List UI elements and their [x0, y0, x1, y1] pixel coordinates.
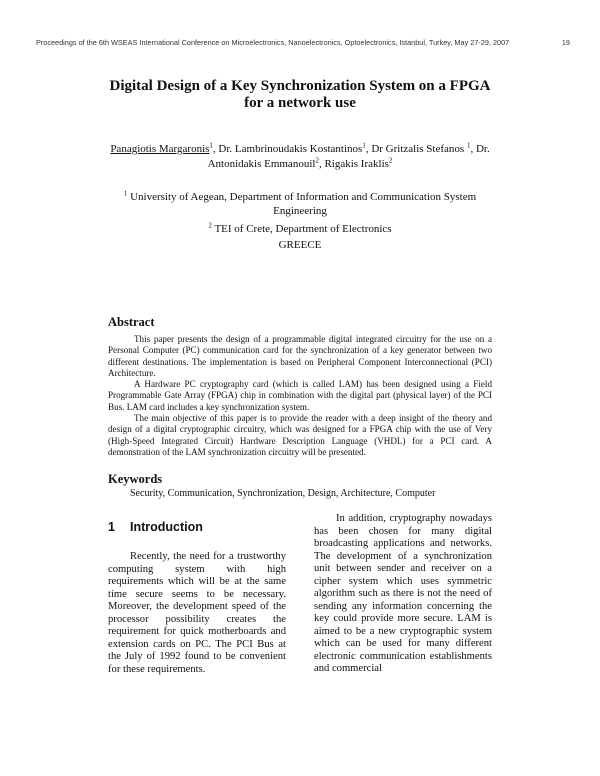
affiliation-marker: 2: [315, 155, 319, 164]
author-name: , Dr. Lambrinoudakis Kostantinos: [212, 143, 363, 155]
abstract-paragraph: This paper presents the design of a programmable digital integrated circuitry for the use on a Personal Computer (PC) communication card for the synchronization of a key generator between two different destinations. The implementation is based on Peripheral Component Interconnectional (PCI) Architecture.: [108, 334, 492, 378]
affiliation-1: [90, 190, 510, 218]
abstract-body: [108, 334, 492, 458]
right-column: [314, 513, 492, 676]
running-header: [36, 38, 570, 47]
author-separator: , Dr.: [470, 143, 490, 155]
keywords-text: Security, Communication, Synchronization, Design, Architecture, Computer: [130, 488, 436, 499]
keywords-heading: Keywords: [108, 472, 163, 486]
author-line-1: [70, 142, 530, 157]
title-line-1: Digital Design of a Key Synchronization System on a FPGA: [109, 78, 491, 94]
left-column: [108, 551, 286, 676]
author-name: Panagiotis Margaronis: [110, 143, 210, 155]
author-name: , Dr Gritzalis Stefanos: [365, 143, 467, 155]
section-title: Introduction: [130, 520, 203, 534]
affiliation-marker: 1: [362, 141, 366, 150]
affiliation-1-line-1: University of Aegean, Department of Information and Communication System: [127, 191, 477, 203]
author-name: Antonidakis Emmanouil: [207, 157, 316, 170]
affiliation-marker: 2: [208, 221, 212, 230]
section-heading: [108, 520, 203, 534]
affiliation-2: [90, 222, 510, 236]
affiliation-marker: 1: [466, 141, 471, 150]
abstract-heading: Abstract: [108, 315, 155, 329]
affiliation-marker: 1: [209, 141, 213, 150]
section-number: 1: [108, 520, 115, 534]
abstract-paragraph: The main objective of this paper is to provide the reader with a deep insight of the theory and design of a digital cryptographic circuitry, which was designed for a FPGA chip with the use of Very (High-Speed Integrated Circuit) Hardware Description Language (VHDL) for a PCI card. A demonstration of the LAM synchronization circuitry will be presented.: [108, 413, 492, 457]
title-line-2: for a network use: [244, 95, 356, 111]
affiliation-marker: 1: [123, 189, 128, 198]
affiliation-2-text: TEI of Crete, Department of Electronics: [211, 223, 392, 235]
country: GREECE: [278, 239, 322, 251]
affiliation-marker: 2: [388, 155, 393, 164]
paper-title: [60, 78, 540, 112]
author-list: [70, 142, 530, 171]
affiliation-1-line-2: Engineering: [273, 205, 327, 217]
author-line-2: [70, 157, 530, 172]
intro-paragraph-right: In addition, cryptography nowadays has been chosen for many digital broadcasting applications and networks. The development of a synchronization unit between sender and receiver on a cipher system which uses symmetric algorithm such as there is not the need of sending any information concerning the key could provide more secure. LAM is aimed to be a new cryptographic system which can be used for many different electronic communication establishments and commercial: [314, 513, 492, 674]
running-head-text: Proceedings of the 6th WSEAS International Conference on Microelectronics, Nanoelectronics, Optoelectronics, Istanbul, Turkey, May 27-29, 2007: [36, 38, 510, 47]
page-number: 19: [561, 38, 570, 47]
author-name: , Rigakis Iraklis: [318, 157, 389, 170]
abstract-paragraph: A Hardware PC cryptography card (which is called LAM) has been designed using a Field Programmable Gate Array (FPGA) chip in combination with the digital part (physical layer) of the PCI Bus. LAM card includes a key synchronization system.: [108, 379, 492, 412]
intro-paragraph-left: Recently, the need for a trustworthy computing system with high requirements which will be at the same time secure seems to be necessary. Moreover, the development speed of the processor possibility creates the requirement for quick motherboards and extension cards on PC. The PCI Bus at the July of 1992 found to be convenient for these requirements.: [108, 551, 286, 675]
